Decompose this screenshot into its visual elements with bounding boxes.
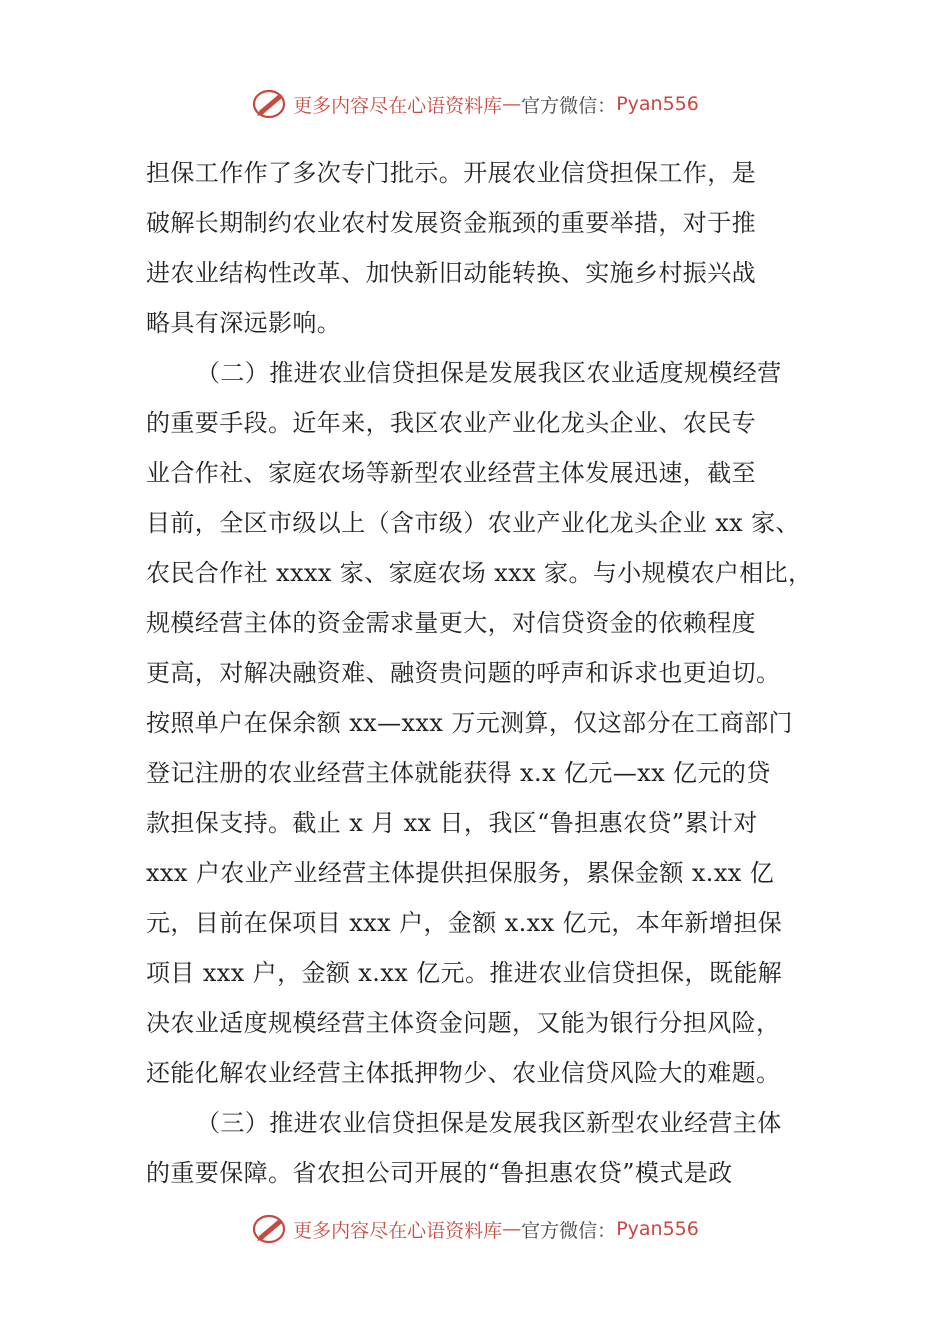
header-site-text: 更多内容尽在心语资料库 bbox=[293, 94, 503, 117]
body-line: 业合作社、家庭农场等新型农业经营主体发展迅速，截至 bbox=[146, 459, 756, 487]
section-two-heading-line: （二）推进农业信贷担保是发展我区农业适度规模经营 bbox=[196, 359, 782, 387]
footer-wechat-id: Pyan556 bbox=[616, 1218, 699, 1240]
body-line: 破解长期制约农业农村发展资金瓶颈的重要举措，对于推 bbox=[146, 209, 756, 237]
body-line: 项目 xxx 户，金额 x.xx 亿元。推进农业信贷担保，既能解 bbox=[146, 959, 783, 987]
footer-banner bbox=[0, 1209, 950, 1249]
body-line: 农民合作社 xxxx 家、家庭农场 xxx 家。与小规模农户相比， bbox=[146, 559, 813, 587]
body-line: 的重要保障。省农担公司开展的“鲁担惠农贷”模式是政 bbox=[146, 1159, 733, 1187]
body-line: 决农业适度规模经营主体资金问题，又能为银行分担风险， bbox=[146, 1009, 781, 1037]
body-line: 规模经营主体的资金需求量更大，对信贷资金的依赖程度 bbox=[146, 609, 756, 637]
body-line: 的重要手段。近年来，我区农业产业化龙头企业、农民专 bbox=[146, 409, 756, 437]
body-line: xxx 户农业产业经营主体提供担保服务，累保金额 x.xx 亿 bbox=[146, 859, 775, 887]
body-line: 略具有深远影响。 bbox=[146, 309, 342, 337]
header-official-label: 官方微信： bbox=[521, 94, 617, 117]
footer-site-text: 更多内容尽在心语资料库 bbox=[293, 1219, 503, 1242]
body-line: 担保工作作了多次专门批示。开展农业信贷担保工作，是 bbox=[146, 159, 756, 187]
body-line: 更高，对解决融资难、融资贵问题的呼声和诉求也更迫切。 bbox=[146, 659, 781, 687]
body-line: 进农业结构性改革、加快新旧动能转换、实施乡村振兴战 bbox=[146, 259, 756, 287]
footer-dash: — bbox=[502, 1218, 522, 1240]
document-body bbox=[146, 148, 813, 1198]
body-line: 按照单户在保余额 xx—xxx 万元测算，仅这部分在工商部门 bbox=[146, 709, 793, 737]
body-line: 元，目前在保项目 xxx 户，金额 x.xx 亿元，本年新增担保 bbox=[146, 909, 783, 937]
pen-logo-icon bbox=[251, 1212, 289, 1246]
header-wechat-id: Pyan556 bbox=[616, 93, 699, 115]
pen-logo-icon bbox=[251, 87, 289, 121]
body-line: 款担保支持。截止 x 月 xx 日，我区“鲁担惠农贷”累计对 bbox=[146, 809, 758, 837]
body-line: 还能化解农业经营主体抵押物少、农业信贷风险大的难题。 bbox=[146, 1059, 781, 1087]
footer-official-label: 官方微信： bbox=[521, 1219, 617, 1242]
section-three-heading-line: （三）推进农业信贷担保是发展我区新型农业经营主体 bbox=[196, 1109, 782, 1137]
body-line: 目前，全区市级以上（含市级）农业产业化龙头企业 xx 家、 bbox=[146, 509, 800, 537]
header-dash: — bbox=[502, 93, 522, 115]
body-line: 登记注册的农业经营主体就能获得 x.x 亿元—xx 亿元的贷 bbox=[146, 759, 771, 787]
header-banner bbox=[0, 84, 950, 124]
